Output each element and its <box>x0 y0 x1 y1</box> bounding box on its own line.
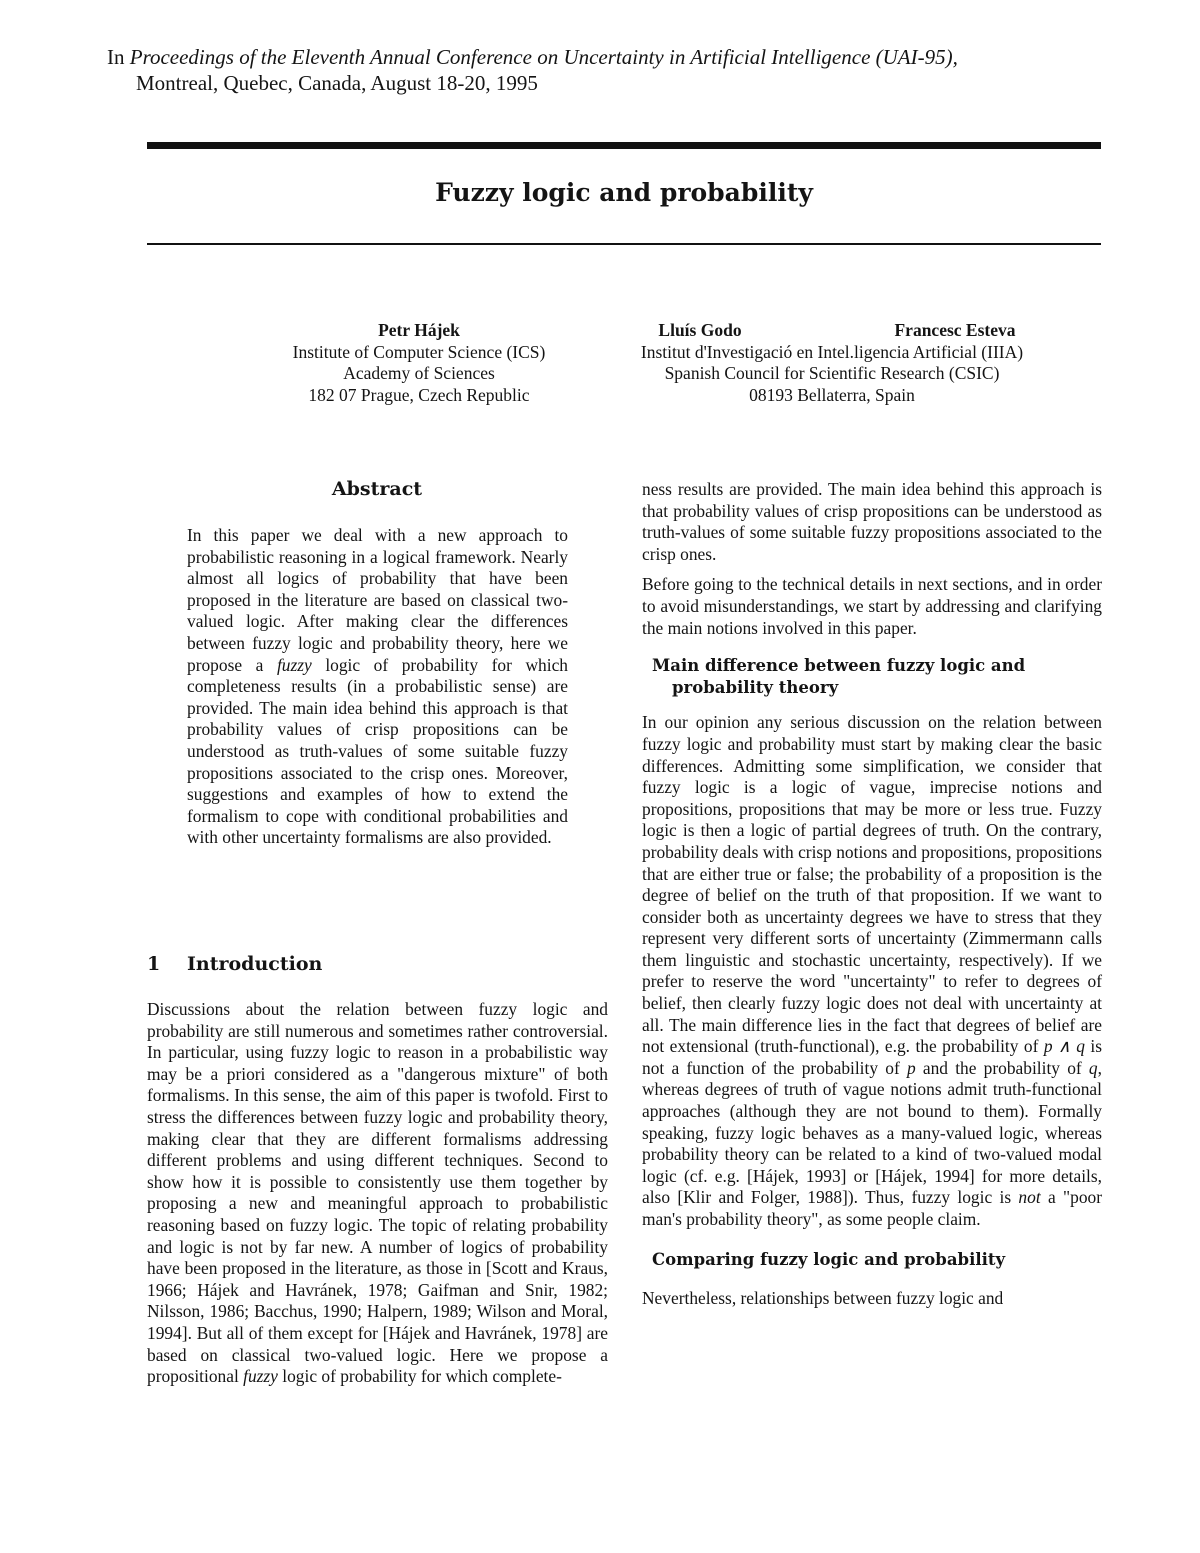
author-affiliation-line: 182 07 Prague, Czech Republic <box>308 384 530 405</box>
header-location: Montreal, Quebec, Canada, August 18-20, 1995 <box>136 71 538 95</box>
body-text: , whereas degrees of truth of vague notions admit truth-functional approaches (although they are not bound to them). Formally speaking, fuzzy logic behaves as a many-valued logic, whereas probability theory can be related to a kind of two-valued modal logic (cf. e.g. [Hájek, 1993] or [Hájek, 1994] for more details, also [Klir and Folger, 1988]). Thus, fuzzy logic is <box>642 1057 1102 1208</box>
abstract-body <box>187 525 568 849</box>
author-esteva <box>835 320 1075 342</box>
header-prefix: In <box>107 45 130 69</box>
abstract-paragraph <box>187 525 568 849</box>
continuation-paragraph: ness results are provided. The main idea behind this approach is that probability values of crisp propositions can be understood as truth-values of some suitable fuzzy propositions associated to the crisp ones. <box>642 479 1102 564</box>
author-affiliation-line: Institut d'Investigació en Intel.ligencia Artificial (IIIA) <box>640 341 1024 362</box>
header-proceedings: Proceedings of the Eleventh Annual Conference on Uncertainty in Artificial Intelligence (UAI-95), <box>129 45 958 69</box>
abstract-emphasis: fuzzy <box>276 654 312 675</box>
abstract-text: logic of probability for which completeness results (in a probabilistic sense) are provided. The main idea behind this approach is that probability values of crisp propositions can be understood as truth-values of some suitable fuzzy propositions associated to the crisp ones. Moreover, suggestions and examples of how to extend the formalism to cope with conditional probabilities and with other uncertainty formalisms are also provided. <box>187 654 568 848</box>
shared-affiliation <box>582 342 1082 407</box>
title-rule-bottom <box>147 243 1101 245</box>
body-text: and the probability of <box>915 1057 1089 1078</box>
author-affiliation-line: Spanish Council for Scientific Research (CSIC) <box>664 363 1000 383</box>
intro-text: logic of probability for which complete- <box>277 1366 562 1387</box>
intro-text: Discussions about the relation between fuzzy logic and probability are still numerous and sometimes rather controversial. In particular, using fuzzy logic to reason in a probabilistic way may be a priori considered as a "dangerous mixture" of both formalisms. In this sense, the aim of this paper is twofold. First to stress the differences between fuzzy logic and probability theory, making clear that they are different formalisms addressing different problems and using different techniques. Second to show how it is possible to consistently use them together by proposing a new and meaningful approach to probabilistic reasoning based on fuzzy logic. The topic of relating probability and logic is not by far new. A number of logics of probability have been proposed in the literature, as those in [Scott and Kraus, 1966; Hájek and Havránek, 1978; Gaifman and Snir, 1982; Nilsson, 1986; Bacchus, 1990; Halpern, 1989; Wilson and Moral, 1994]. But all of them except for [Hájek and Havránek, 1978] are based on classical two-valued logic. Here we propose a propositional <box>147 999 608 1387</box>
proceedings-header <box>107 44 1107 96</box>
body-text: In our opinion any serious discussion on the relation between fuzzy logic and probability must start by making clear the basic differences. Admitting some simplification, we consider that fuzzy logic is a logic of vague, imprecise notions and propositions, propositions that may be more or less true. Fuzzy logic is then a logic of partial degrees of truth. On the contrary, probability deals with crisp notions and propositions, propositions that are either true or false; the probability of a proposition is the degree of belief on the truth of that proposition. If we want to consider both as uncertainty degrees we have to stress that they represent very different sorts of uncertainty (Zimmermann calls them linguistic and stochastic uncertainty, respectively). If we prefer to reserve the word "uncertainty" to refer to degrees of belief, then clearly fuzzy logic does not deal with uncertainty at all. The main difference lies in the fact that degrees of belief are not extensional (truth-functional), e.g. the probability of <box>642 712 1102 1057</box>
author-affiliation-line: 08193 Bellaterra, Spain <box>749 384 915 405</box>
introduction-body <box>147 999 608 1388</box>
math-expression: p <box>906 1057 916 1078</box>
body-text: is not a function of the probability of <box>642 1036 1102 1078</box>
main-difference-paragraph <box>642 712 1102 1230</box>
overview-paragraph: Before going to the technical details in next sections, and in order to avoid misunderstandings, we start by addressing and clarifying the main notions involved in this paper. <box>642 574 1102 638</box>
section-number: 1 <box>147 953 161 975</box>
author-hajek <box>244 320 594 406</box>
section-heading-introduction <box>147 953 322 975</box>
author-name: Petr Hájek <box>378 320 460 340</box>
body-text: a "poor man's probability theory", as some people claim. <box>642 1187 1102 1229</box>
author-affiliation-line: Institute of Computer Science (ICS) <box>292 341 546 362</box>
subheading-main-difference: Main difference between fuzzy logic and probability theory <box>652 656 1026 697</box>
right-column <box>642 479 1102 1310</box>
abstract-heading: Abstract <box>331 478 423 500</box>
emphasis-text: not <box>1018 1187 1041 1208</box>
section-title: Introduction <box>187 953 323 975</box>
author-godo <box>585 320 815 342</box>
introduction-paragraph <box>147 999 608 1388</box>
author-affiliation-line: Academy of Sciences <box>343 363 495 383</box>
title-rule-top <box>147 142 1101 149</box>
intro-emphasis: fuzzy <box>243 1366 278 1387</box>
subheading-comparing: Comparing fuzzy logic and probability <box>652 1249 1006 1269</box>
math-expression: q <box>1088 1057 1098 1078</box>
abstract-text: In this paper we deal with a new approach to probabilistic reasoning in a logical framework. Nearly almost all logics of probability that have been proposed in the literature are based on classical two-valued logic. After making clear the differences between fuzzy logic and probability theory, here we propose a <box>187 525 568 675</box>
paper-title: Fuzzy logic and probability <box>435 178 813 207</box>
author-name: Lluís Godo <box>658 320 742 340</box>
comparing-paragraph: Nevertheless, relationships between fuzzy logic and <box>642 1288 1004 1309</box>
author-name: Francesc Esteva <box>894 320 1016 340</box>
math-expression: p ∧ q <box>1043 1036 1085 1057</box>
